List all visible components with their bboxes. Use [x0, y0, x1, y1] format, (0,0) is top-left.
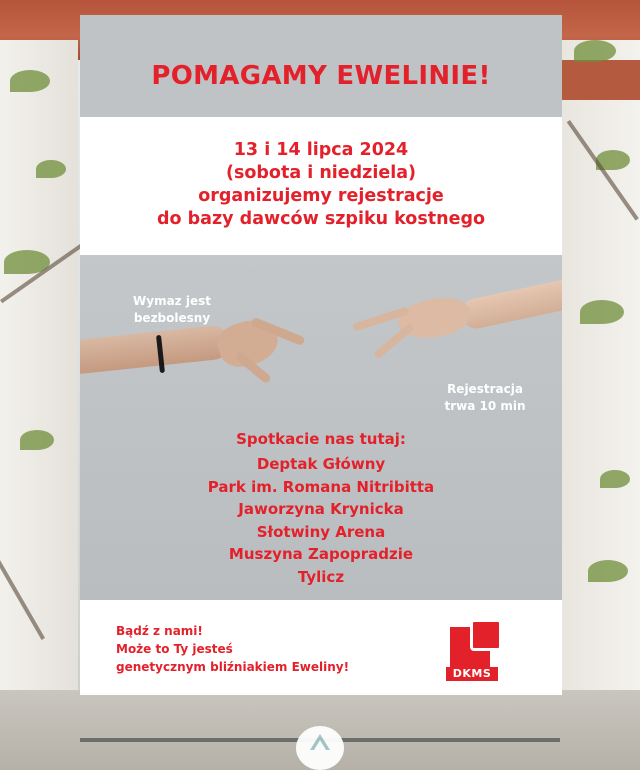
hands-photo: [80, 255, 562, 600]
event-info: [80, 139, 562, 231]
event-desc-1: organizujemy rejestracje: [198, 186, 444, 206]
event-date: 13 i 14 lipca 2024: [233, 140, 409, 160]
places-heading: Spotkacie nas tutaj:: [236, 430, 406, 448]
poster-title: POMAGAMY EWELINIE!: [151, 61, 491, 91]
list-item: Słotwiny Arena: [256, 522, 386, 541]
list-item: Muszyna Zapopradzie: [228, 545, 414, 563]
places-list: [80, 453, 562, 588]
list-item: Deptak Główny: [256, 455, 386, 473]
list-item: Tylicz: [297, 567, 345, 586]
call-to-action: Bądź z nami! Może to Ty jesteś genetycznym bliźniakiem Eweliny!: [116, 624, 350, 674]
note-duration: Rejestracja trwa 10 min: [444, 382, 526, 413]
event-days: (sobota i niedziela): [225, 163, 417, 183]
brand-mark-icon: [296, 726, 344, 770]
poster-card: [80, 15, 562, 695]
logo-text: DKMS: [446, 667, 498, 681]
list-item: Jaworzyna Krynicka: [238, 500, 404, 518]
dkms-logo: [448, 619, 500, 681]
note-painless: Wymaz jest bezbolesny: [133, 294, 211, 325]
event-desc-2: do bazy dawców szpiku kostnego: [157, 209, 485, 229]
list-item: Park im. Romana Nitribitta: [207, 477, 435, 496]
hand-illustration: [80, 324, 231, 376]
